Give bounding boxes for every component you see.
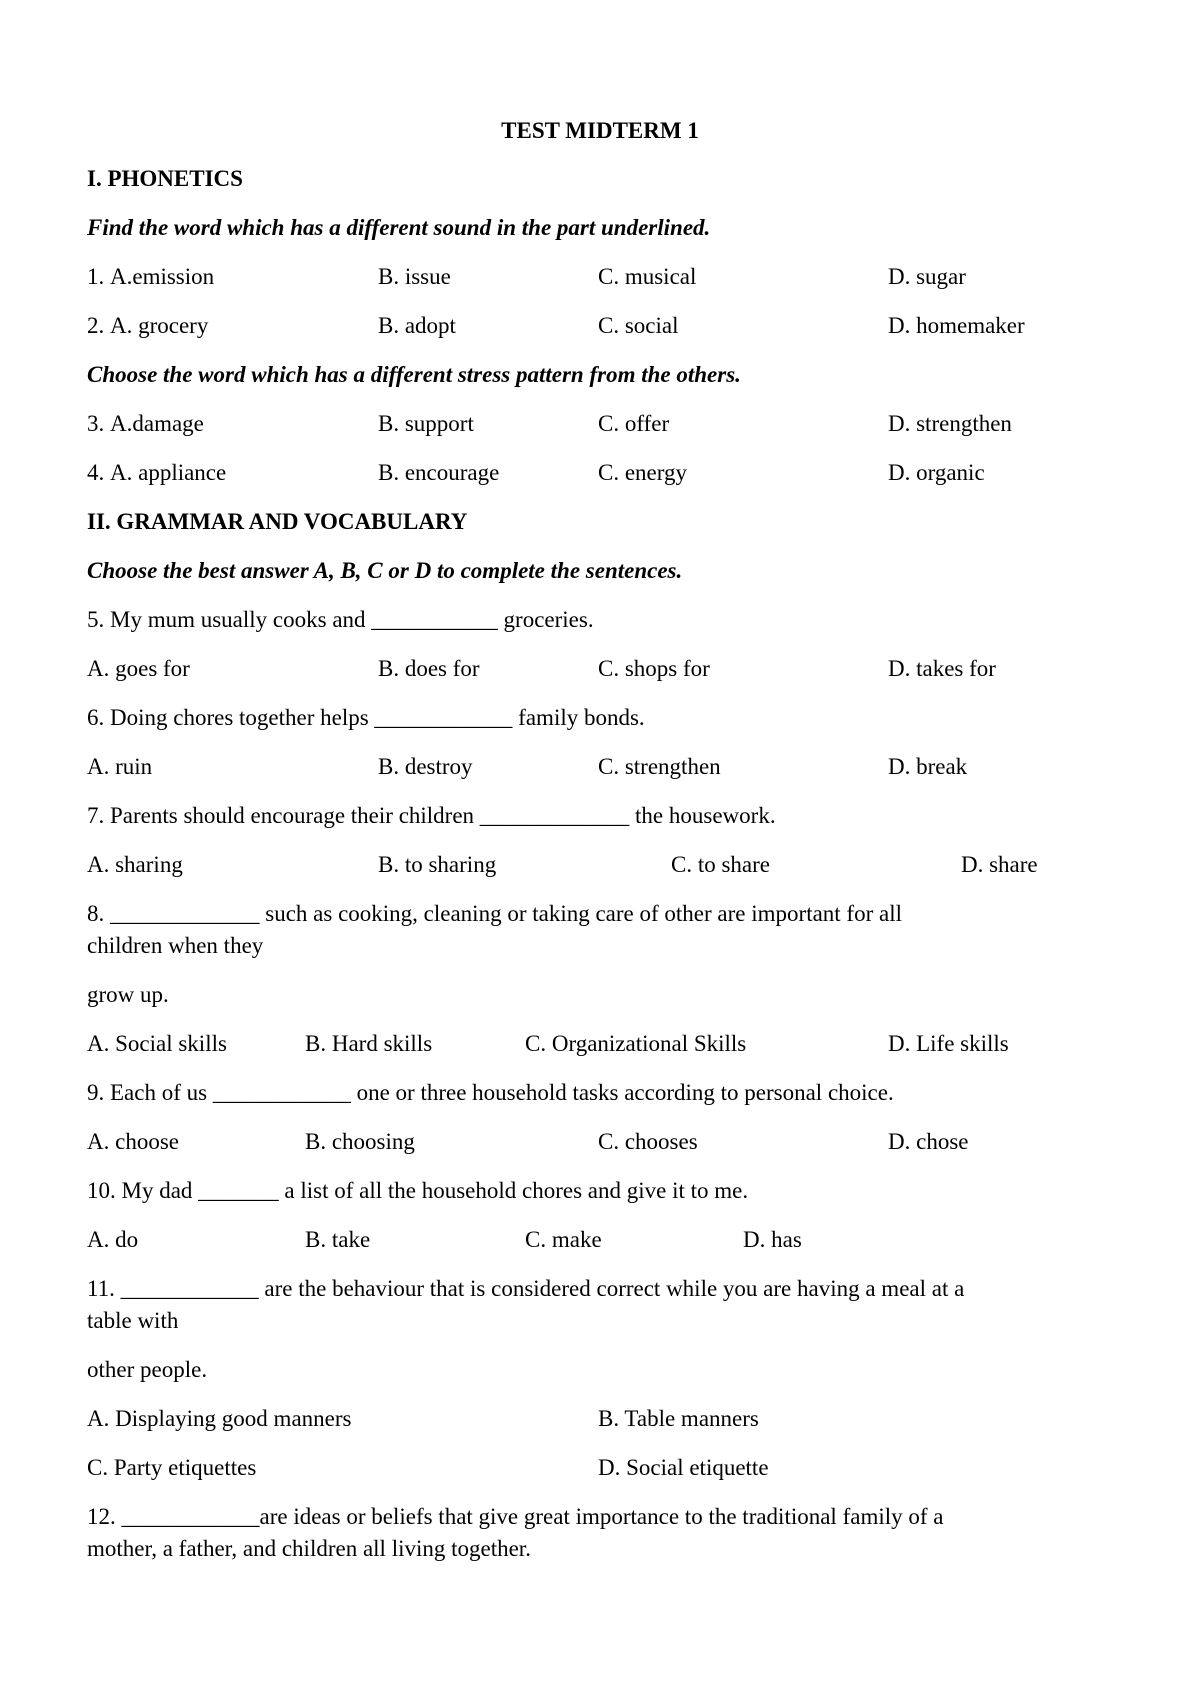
question-6-stem: 6. Doing chores together helps ____________ family bonds. bbox=[87, 705, 645, 730]
question-8-stem-line-2: children when they bbox=[87, 933, 264, 958]
option-b: B. to sharing bbox=[378, 852, 497, 877]
option-c: C. strengthen bbox=[598, 754, 721, 779]
option-a: A. Displaying good manners bbox=[87, 1406, 352, 1431]
question-number: 4. bbox=[87, 460, 105, 485]
option-b: B. Hard skills bbox=[305, 1031, 433, 1056]
option-a: A. goes for bbox=[87, 656, 190, 681]
section-heading-grammar: II. GRAMMAR AND VOCABULARY bbox=[87, 509, 468, 534]
option-a: A. grocery bbox=[110, 313, 209, 338]
question-10-options bbox=[0, 1226, 1200, 1254]
question-11-options-row-2 bbox=[0, 1454, 1200, 1482]
question-7-options bbox=[0, 851, 1200, 879]
instruction-grammar: Choose the best answer A, B, C or D to complete the sentences. bbox=[87, 558, 683, 583]
instruction-sound: Find the word which has a different sound in the part underlined. bbox=[87, 215, 711, 240]
question-number: 1. bbox=[87, 264, 105, 289]
question-6-options bbox=[0, 753, 1200, 781]
option-c: C. Organizational Skills bbox=[525, 1031, 747, 1056]
option-a: A. choose bbox=[87, 1129, 179, 1154]
option-b: B. issue bbox=[378, 264, 451, 289]
instruction-stress: Choose the word which has a different stress pattern from the others. bbox=[87, 362, 741, 387]
option-d: D. Social etiquette bbox=[598, 1455, 769, 1480]
option-b: B. take bbox=[305, 1227, 371, 1252]
page-title: TEST MIDTERM 1 bbox=[501, 118, 699, 143]
question-12-stem-line-1: 12. ____________are ideas or beliefs that give great importance to the traditional family of a bbox=[87, 1504, 944, 1529]
question-12-stem-line-2: mother, a father, and children all living together. bbox=[87, 1536, 531, 1561]
option-b: B. does for bbox=[378, 656, 480, 681]
question-1 bbox=[0, 263, 1200, 291]
question-3 bbox=[0, 410, 1200, 438]
option-c: C. Party etiquettes bbox=[87, 1455, 257, 1480]
question-9-stem: 9. Each of us ____________ one or three household tasks according to personal choice. bbox=[87, 1080, 894, 1105]
option-b: B. choosing bbox=[305, 1129, 415, 1154]
option-d: D. homemaker bbox=[888, 313, 1025, 338]
option-d: D. has bbox=[743, 1227, 802, 1252]
option-a: A.emission bbox=[110, 264, 215, 289]
option-d: D. organic bbox=[888, 460, 985, 485]
question-number: 2. bbox=[87, 313, 105, 338]
option-b: B. encourage bbox=[378, 460, 500, 485]
question-number: 3. bbox=[87, 411, 105, 436]
question-11-stem-line-1: 11. ____________ are the behaviour that is considered correct while you are having a meal at a bbox=[87, 1276, 965, 1301]
option-c: C. to share bbox=[671, 852, 771, 877]
option-b: B. support bbox=[378, 411, 474, 436]
question-11-stem-line-3: other people. bbox=[87, 1357, 208, 1382]
option-d: D. break bbox=[888, 754, 968, 779]
option-d: D. Life skills bbox=[888, 1031, 1009, 1056]
question-7-stem: 7. Parents should encourage their children _____________ the housework. bbox=[87, 803, 776, 828]
option-d: D. sugar bbox=[888, 264, 966, 289]
option-a: A. do bbox=[87, 1227, 139, 1252]
question-8-options bbox=[0, 1030, 1200, 1058]
option-d: D. strengthen bbox=[888, 411, 1012, 436]
question-8-stem-line-3: grow up. bbox=[87, 982, 169, 1007]
option-c: C. offer bbox=[598, 411, 670, 436]
option-a: A. ruin bbox=[87, 754, 153, 779]
question-8-stem-line-1: 8. _____________ such as cooking, cleaning or taking care of other are important for all bbox=[87, 901, 902, 926]
question-11-options-row-1 bbox=[0, 1405, 1200, 1433]
option-b: B. Table manners bbox=[598, 1406, 759, 1431]
question-5-stem: 5. My mum usually cooks and ___________ groceries. bbox=[87, 607, 594, 632]
question-10-stem: 10. My dad _______ a list of all the household chores and give it to me. bbox=[87, 1178, 749, 1203]
question-2 bbox=[0, 312, 1200, 340]
section-heading-phonetics: I. PHONETICS bbox=[87, 166, 243, 191]
question-11-stem-line-2: table with bbox=[87, 1308, 179, 1333]
option-a: A.damage bbox=[110, 411, 204, 436]
option-c: C. chooses bbox=[598, 1129, 698, 1154]
option-c: C. social bbox=[598, 313, 679, 338]
option-c: C. energy bbox=[598, 460, 688, 485]
option-d: D. share bbox=[961, 852, 1038, 877]
option-d: D. takes for bbox=[888, 656, 996, 681]
option-c: C. make bbox=[525, 1227, 602, 1252]
option-d: D. chose bbox=[888, 1129, 969, 1154]
option-a: A. sharing bbox=[87, 852, 183, 877]
option-a: A. appliance bbox=[110, 460, 227, 485]
option-b: B. adopt bbox=[378, 313, 456, 338]
question-4 bbox=[0, 459, 1200, 487]
option-b: B. destroy bbox=[378, 754, 473, 779]
question-9-options bbox=[0, 1128, 1200, 1156]
option-c: C. musical bbox=[598, 264, 697, 289]
option-a: A. Social skills bbox=[87, 1031, 227, 1056]
option-c: C. shops for bbox=[598, 656, 710, 681]
question-5-options bbox=[0, 655, 1200, 683]
